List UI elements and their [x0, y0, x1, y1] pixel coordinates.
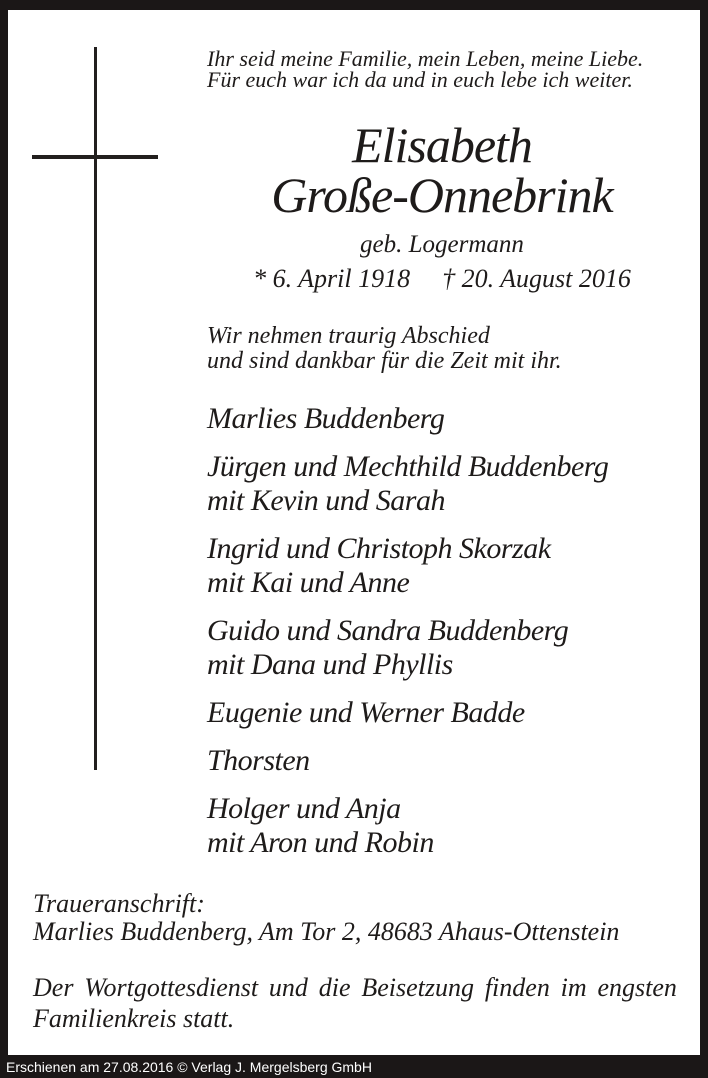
publisher-footer-text: Erschienen am 27.08.2016 © Verlag J. Mergelsberg GmbH	[6, 1058, 372, 1075]
mourning-address-label: Traueranschrift:	[33, 889, 205, 918]
life-dates	[207, 266, 677, 292]
maiden-name: geb. Logermann	[360, 231, 524, 258]
mourner-line: mit Aron und Robin	[207, 826, 434, 859]
mourner-group	[207, 450, 687, 518]
mourner-line: Holger und Anja	[207, 792, 401, 825]
mourner-line: Ingrid und Christoph Skorzak	[207, 532, 551, 565]
epigraph	[207, 48, 677, 90]
funeral-notice	[33, 972, 677, 1034]
epigraph-line-2: Für euch war ich da und in euch lebe ich weiter.	[207, 67, 633, 92]
farewell-line-1: Wir nehmen traurig Abschied	[207, 323, 490, 349]
mourner-line: mit Dana und Phyllis	[207, 648, 453, 681]
death-date: † 20. August 2016	[442, 264, 631, 293]
farewell-line-2: und sind dankbar für die Zeit mit ihr.	[207, 348, 562, 374]
deceased-name	[187, 117, 697, 223]
mourner-line: mit Kevin und Sarah	[207, 484, 445, 517]
deceased-first-name: Elisabeth	[352, 117, 532, 173]
deceased-last-name: Große-Onnebrink	[271, 167, 613, 223]
funeral-notice-line-1: Der Wortgottesdienst und die Beisetzung finden im engsten	[33, 973, 677, 1002]
mourner-group	[207, 402, 687, 436]
mourner-group	[207, 744, 687, 778]
mourner-line: Marlies Buddenberg	[207, 402, 445, 435]
mourners-list	[207, 402, 687, 874]
mourner-group	[207, 792, 687, 860]
mourner-group	[207, 532, 687, 600]
funeral-notice-line-2: Familienkreis statt.	[33, 1004, 235, 1033]
mourner-group	[207, 614, 687, 682]
mourning-address: Marlies Buddenberg, Am Tor 2, 48683 Ahaus-Ottenstein	[33, 917, 620, 946]
bottom-block	[33, 890, 677, 1034]
publisher-footer	[6, 1055, 706, 1078]
obituary-card	[8, 10, 700, 1055]
mourner-line: Guido und Sandra Buddenberg	[207, 614, 569, 647]
mourner-line: Thorsten	[207, 744, 310, 777]
epigraph-line-1: Ihr seid meine Familie, mein Leben, meine Liebe.	[207, 46, 644, 71]
mourner-line: Eugenie und Werner Badde	[207, 696, 525, 729]
birth-date: * 6. April 1918	[253, 264, 411, 293]
mourner-line: mit Kai und Anne	[207, 566, 410, 599]
cross-horizontal-bar	[32, 155, 158, 159]
mourner-group	[207, 696, 687, 730]
mourner-line: Jürgen und Mechthild Buddenberg	[207, 450, 609, 483]
farewell-text	[207, 324, 677, 374]
